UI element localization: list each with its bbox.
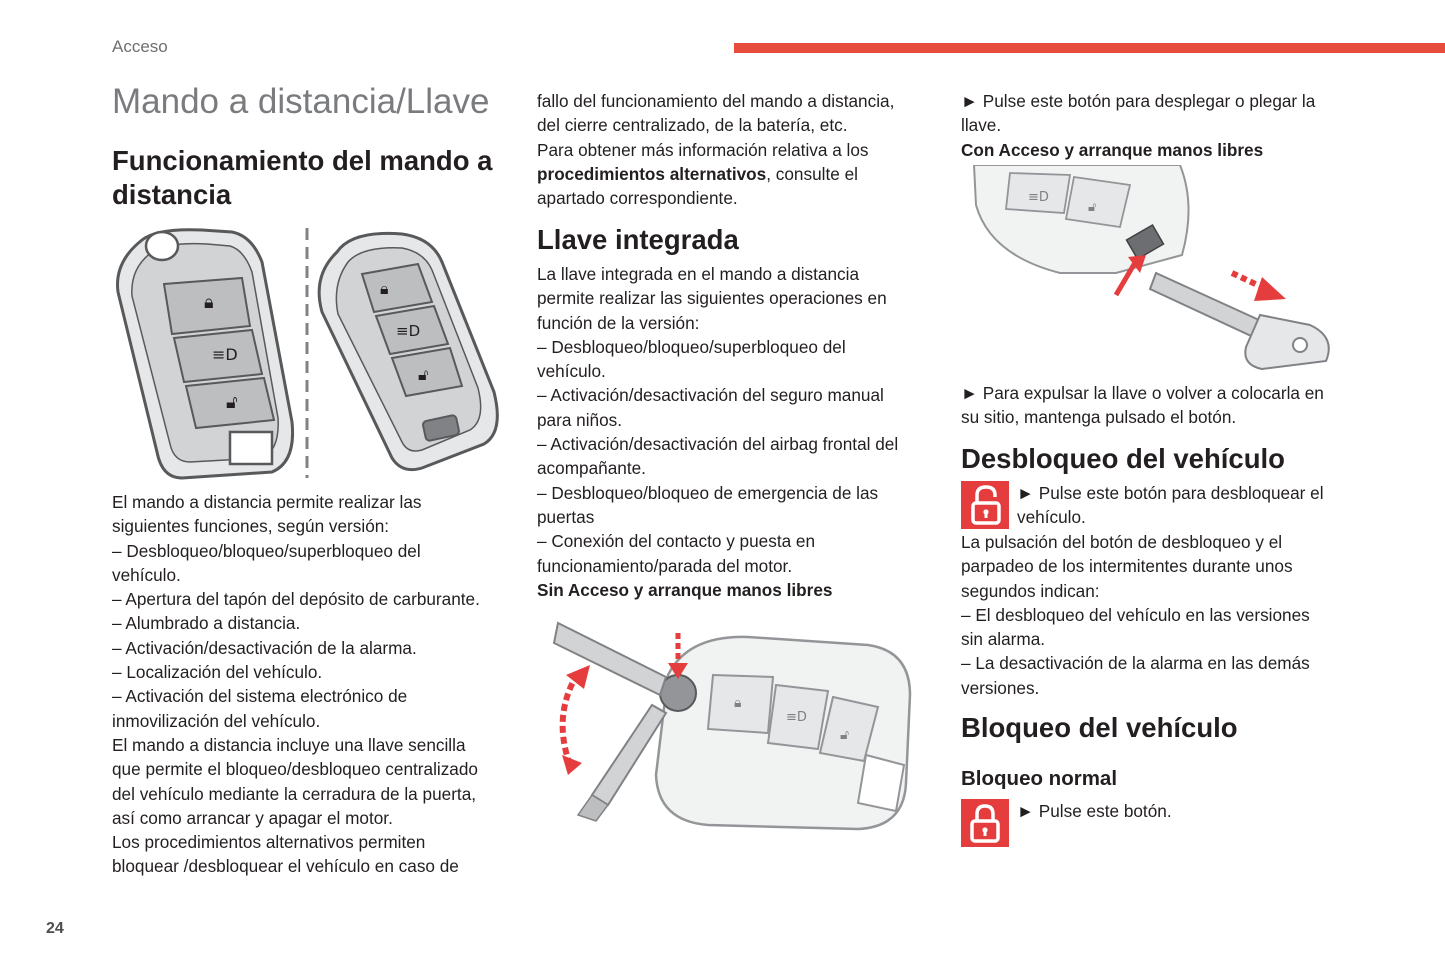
text-line: – Activación/desactivación del airbag frontal del — [537, 434, 899, 455]
remote-control-illustration — [112, 222, 507, 484]
text-line: segundos indican: — [961, 580, 1100, 601]
text-line: sin alarma. — [961, 629, 1046, 650]
text-line: – Desbloqueo/bloqueo/superbloqueo del — [112, 540, 421, 561]
text-line: Para obtener más información relativa a los — [537, 139, 869, 160]
text-line: – El desbloqueo del vehículo en las versiones — [961, 604, 1310, 625]
text-line: – Desbloqueo/bloqueo/superbloqueo del — [537, 336, 846, 357]
text-line: – Activación del sistema electrónico de — [112, 686, 408, 707]
text-line: apartado correspondiente. — [537, 188, 738, 209]
svg-text:🔓︎: 🔓︎ — [1088, 200, 1097, 215]
col1-body — [112, 490, 522, 879]
text-line: fallo del funcionamiento del mando a distancia, — [537, 91, 895, 111]
text-line: que permite el bloqueo/desbloqueo centralizado — [112, 759, 478, 780]
text-line: llave. — [961, 115, 1002, 136]
text-line: – Alumbrado a distancia. — [112, 613, 301, 634]
folding-key-illustration — [548, 615, 918, 835]
text-line: – Localización del vehículo. — [112, 662, 323, 683]
text-line: – Activación/desactivación del seguro manual — [537, 385, 884, 406]
text-line: – La desactivación de la alarma en las demás — [961, 653, 1310, 674]
chapter-title: Mando a distancia/Llave — [112, 82, 490, 121]
col2-intro — [537, 89, 937, 210]
text-line: La pulsación del botón de desbloqueo y el — [961, 532, 1283, 552]
padlock-closed-icon — [961, 799, 1009, 847]
text-span: , consulte el — [766, 163, 858, 184]
text-line: ► Para expulsar la llave o volver a colocarla en — [961, 383, 1324, 403]
text-line: La llave integrada en el mando a distancia — [537, 264, 860, 284]
svg-text:🔒︎: 🔒︎ — [380, 279, 389, 298]
text-line: vehículo. — [1017, 507, 1086, 528]
col3-fold — [961, 89, 1361, 162]
text-line: parpadeo de los intermitentes durante unos — [961, 556, 1293, 577]
unlock-instruction — [1017, 481, 1367, 530]
text-line: vehículo. — [112, 564, 181, 585]
text-line: así como arrancar y apagar el motor. — [112, 807, 393, 828]
page-number: 24 — [46, 920, 64, 937]
section-label: Acceso — [112, 37, 168, 56]
text-line: – Conexión del contacto y puesta en — [537, 531, 816, 552]
text-line: – Activación/desactivación de la alarma. — [112, 637, 417, 658]
lock-instruction — [1017, 799, 1367, 823]
subheading-normal-locking: Bloqueo normal — [961, 767, 1118, 790]
padlock-open-icon — [961, 481, 1009, 529]
svg-text:≡D: ≡D — [396, 322, 421, 340]
text-line: funcionamiento/parada del motor. — [537, 555, 793, 576]
text-line: ► Pulse este botón. — [1017, 801, 1172, 821]
text-line: su sitio, mantenga pulsado el botón. — [961, 407, 1237, 428]
text-line: bloquear /desbloquear el vehículo en caso de — [112, 856, 459, 877]
text-line: función de la versión: — [537, 312, 700, 333]
svg-text:≡D: ≡D — [212, 345, 238, 364]
bold-term: procedimientos alternativos — [537, 163, 767, 184]
text-line: versiones. — [961, 677, 1040, 698]
text-line: El mando a distancia incluye una llave sencilla — [112, 734, 466, 755]
heading-integrated-key: Llave integrada — [537, 224, 739, 255]
subheading-with-keyless: Con Acceso y arranque manos libres — [961, 139, 1264, 160]
text-line: del vehículo mediante la cerradura de la puerta, — [112, 783, 477, 804]
text-line: Los procedimientos alternativos permiten — [112, 832, 426, 853]
text-line: acompañante. — [537, 458, 646, 479]
svg-text:🔒︎: 🔒︎ — [204, 292, 214, 313]
svg-text:≡D: ≡D — [786, 710, 807, 725]
heading-unlocking: Desbloqueo del vehículo — [961, 443, 1285, 474]
text-line: siguientes funciones, según versión: — [112, 516, 390, 537]
col3-unlock-body — [961, 530, 1361, 700]
text-line: – Desbloqueo/bloqueo de emergencia de las — [537, 482, 879, 503]
subheading-without-keyless: Sin Acceso y arranque manos libres — [537, 579, 833, 600]
svg-text:🔓︎: 🔓︎ — [840, 727, 850, 743]
heading-locking: Bloqueo del vehículo — [961, 712, 1238, 743]
eject-key-illustration — [970, 165, 1340, 375]
text-line: del cierre centralizado, de la batería, etc. — [537, 115, 848, 136]
text-line: puertas — [537, 506, 595, 527]
text-line: ► Pulse este botón para desbloquear el — [1017, 483, 1324, 503]
text-line: El mando a distancia permite realizar las — [112, 492, 422, 512]
text-line: ► Pulse este botón para desplegar o plegar la — [961, 91, 1316, 111]
text-line: inmovilización del vehículo. — [112, 710, 321, 731]
text-line: permite realizar las siguientes operaciones en — [537, 288, 887, 309]
text-line: – Apertura del tapón del depósito de carburante. — [112, 589, 480, 610]
col3-eject — [961, 381, 1361, 430]
text-line: vehículo. — [537, 361, 606, 382]
text-line: para niños. — [537, 409, 623, 430]
heading-remote-operation: Funcionamiento del mando a distancia — [112, 145, 493, 210]
col2-body — [537, 262, 937, 602]
svg-text:🔓︎: 🔓︎ — [226, 392, 238, 413]
svg-text:🔓︎: 🔓︎ — [418, 365, 429, 384]
header-accent-bar — [734, 43, 1445, 53]
svg-text:≡D: ≡D — [1028, 190, 1049, 205]
text-line — [537, 162, 937, 186]
svg-text:🔒︎: 🔒︎ — [734, 695, 742, 711]
